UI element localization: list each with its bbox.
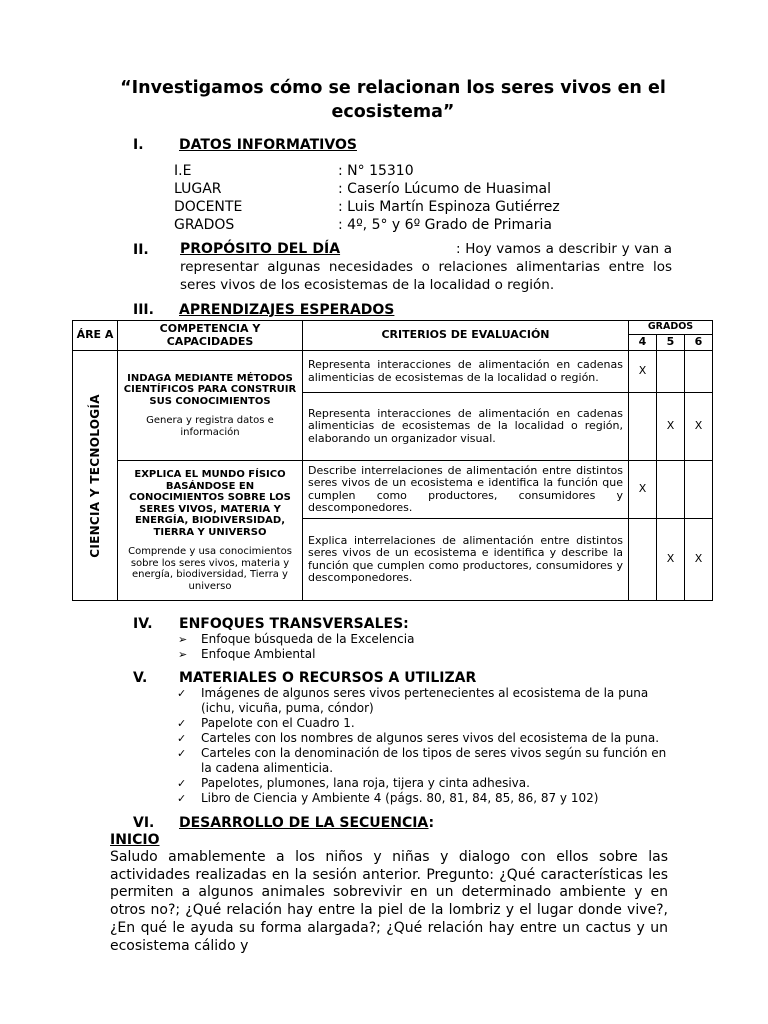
proposito-paragraph xyxy=(180,240,677,294)
section-number: III. xyxy=(133,302,154,318)
header-grade-4: 4 xyxy=(629,335,657,351)
section-title-wrap xyxy=(179,814,434,832)
area-label: CIENCIA Y TECNOLOGÍA xyxy=(87,393,102,558)
document-title: “Investigamos cómo se relacionan los seres vivos en el ecosistema” xyxy=(120,78,666,122)
section-title: DATOS INFORMATIVOS xyxy=(179,137,357,153)
info-value: : 4º, 5° y 6º Grado de Primaria xyxy=(338,217,552,233)
header-grade-5: 5 xyxy=(657,335,685,351)
table-row xyxy=(73,351,713,393)
info-row-ie xyxy=(174,162,414,180)
info-value: : N° 15310 xyxy=(338,163,414,179)
section-number: V. xyxy=(133,670,148,686)
competencia-cell-1 xyxy=(118,351,303,461)
info-value: : Caserío Lúcumo de Huasimal xyxy=(338,181,551,197)
materiales-list xyxy=(176,686,676,806)
header-grados: GRADOS xyxy=(629,321,713,335)
info-row-lugar xyxy=(174,180,551,198)
header-criterios: CRITERIOS DE EVALUACIÓN xyxy=(303,321,629,351)
arrow-bullet-icon: ➢ xyxy=(178,633,188,646)
list-item xyxy=(176,731,676,746)
check-bullet-icon: ✓ xyxy=(177,717,187,730)
info-row-docente xyxy=(174,198,560,216)
grade-4-mark xyxy=(629,393,657,461)
info-row-grados xyxy=(174,216,552,234)
list-item-text: Carteles con los nombres de algunos seres vivos del ecosistema de la puna. xyxy=(201,731,660,745)
grade-4-mark: X xyxy=(629,461,657,519)
grade-5-mark xyxy=(657,351,685,393)
list-item xyxy=(176,746,676,776)
competencia-cell-2 xyxy=(118,461,303,601)
section-number: IV. xyxy=(133,616,153,632)
proposito-text: : Hoy vamos a describir y van a representar algunas necesidades o relaciones alimentarias entre los seres vivos de los ecosistemas de la localidad o región. xyxy=(180,241,677,293)
grade-6-mark: X xyxy=(685,519,713,601)
check-bullet-icon: ✓ xyxy=(177,777,187,790)
list-item xyxy=(176,686,676,716)
section-number: I. xyxy=(133,137,144,153)
grade-5-mark: X xyxy=(657,393,685,461)
criterio-text: Explica interrelaciones de alimentación entre distintos seres vivos de un ecosistema e identifica y describe la función que cumplen como productores, consumidores y descomponedores. xyxy=(303,519,629,601)
inicio-label: INICIO xyxy=(110,832,160,848)
section-title: ENFOQUES TRANSVERSALES: xyxy=(179,616,409,632)
grade-5-mark xyxy=(657,461,685,519)
enfoques-list xyxy=(178,632,414,662)
list-item-text: Enfoque Ambiental xyxy=(201,647,316,661)
header-grade-6: 6 xyxy=(685,335,713,351)
area-cell xyxy=(73,351,118,601)
inicio-paragraph: Saludo amablemente a los niños y niñas y dialogo con ellos sobre las actividades realizadas en la sesión anterior. Pregunto: ¿Qué características les permiten a algunos animales sobrevivir en un determinado ambiente y en otros no?; ¿Qué relación hay entre la piel de la lombriz y el lugar donde vive?, ¿En qué le ayuda su forma alargada?; ¿Qué relación hay entre un cactus y un ecosistema cálido y xyxy=(110,849,668,954)
table-row xyxy=(73,461,713,519)
section-title: APRENDIZAJES ESPERADOS xyxy=(179,302,395,318)
section-number: VI. xyxy=(133,815,155,831)
check-bullet-icon: ✓ xyxy=(177,747,187,760)
competencia-title: EXPLICA EL MUNDO FÍSICO BASÁNDOSE EN CONOCIMIENTOS SOBRE LOS SERES VIVOS, MATERIA Y ENERGÍA, BIODIVERSIDAD, TIERRA Y UNIVERSO xyxy=(129,469,291,538)
criteria-table xyxy=(72,320,713,601)
list-item-text: Enfoque búsqueda de la Excelencia xyxy=(201,632,415,646)
list-item xyxy=(176,791,676,806)
criterio-text: Representa interacciones de alimentación en cadenas alimenticias de ecosistemas de la localidad o región, elaborando un organizador visual. xyxy=(303,393,629,461)
competencia-title: INDAGA MEDIANTE MÉTODOS CIENTÍFICOS PARA CONSTRUIR SUS CONOCIMIENTOS xyxy=(123,372,297,407)
info-value: : Luis Martín Espinoza Gutiérrez xyxy=(338,199,560,215)
info-label: DOCENTE xyxy=(174,199,243,215)
grade-4-mark xyxy=(629,519,657,601)
section-title-suffix: : xyxy=(428,815,435,831)
check-bullet-icon: ✓ xyxy=(177,732,187,745)
criterio-text: Describe interrelaciones de alimentación entre distintos seres vivos de un ecosistema e identifica la función que cumplen como productores, consumidores y descomponedores. xyxy=(303,461,629,519)
list-item-text: Papelote con el Cuadro 1. xyxy=(201,716,355,730)
arrow-bullet-icon: ➢ xyxy=(178,648,188,661)
grade-6-mark xyxy=(685,351,713,393)
capacidad-text: Comprende y usa conocimientos sobre los seres vivos, materia y energía, biodiversidad, Tierra y universo xyxy=(128,546,292,592)
check-bullet-icon: ✓ xyxy=(177,792,187,805)
list-item xyxy=(178,647,414,662)
header-competencia: COMPETENCIA Y CAPACIDADES xyxy=(118,321,303,351)
grade-6-mark: X xyxy=(685,393,713,461)
list-item xyxy=(176,776,676,791)
list-item xyxy=(178,632,414,647)
grade-4-mark: X xyxy=(629,351,657,393)
grade-6-mark xyxy=(685,461,713,519)
info-label: I.E xyxy=(174,163,192,179)
header-area: ÁRE A xyxy=(73,321,118,351)
capacidad-text: Genera y registra datos e información xyxy=(146,415,274,438)
grade-5-mark: X xyxy=(657,519,685,601)
info-label: GRADOS xyxy=(174,217,235,233)
section-number: II. xyxy=(133,242,149,258)
check-bullet-icon: ✓ xyxy=(177,687,187,700)
table-header-row xyxy=(73,321,713,335)
list-item-text: Libro de Ciencia y Ambiente 4 (págs. 80, 81, 84, 85, 86, 87 y 102) xyxy=(201,791,599,805)
info-label: LUGAR xyxy=(174,181,222,197)
proposito-label: PROPÓSITO DEL DÍA xyxy=(180,241,341,257)
criterio-text: Representa interacciones de alimentación en cadenas alimenticias de ecosistemas de la localidad o región. xyxy=(303,351,629,393)
section-title: DESARROLLO DE LA SECUENCIA xyxy=(179,815,429,831)
list-item-text: Imágenes de algunos seres vivos pertenecientes al ecosistema de la puna (ichu, vicuña, puma, cóndor) xyxy=(201,686,649,715)
list-item-text: Carteles con la denominación de los tipos de seres vivos según su función en la cadena alimenticia. xyxy=(201,746,667,775)
list-item xyxy=(176,716,676,731)
list-item-text: Papelotes, plumones, lana roja, tijera y cinta adhesiva. xyxy=(201,776,530,790)
section-title: MATERIALES O RECURSOS A UTILIZAR xyxy=(179,670,477,686)
